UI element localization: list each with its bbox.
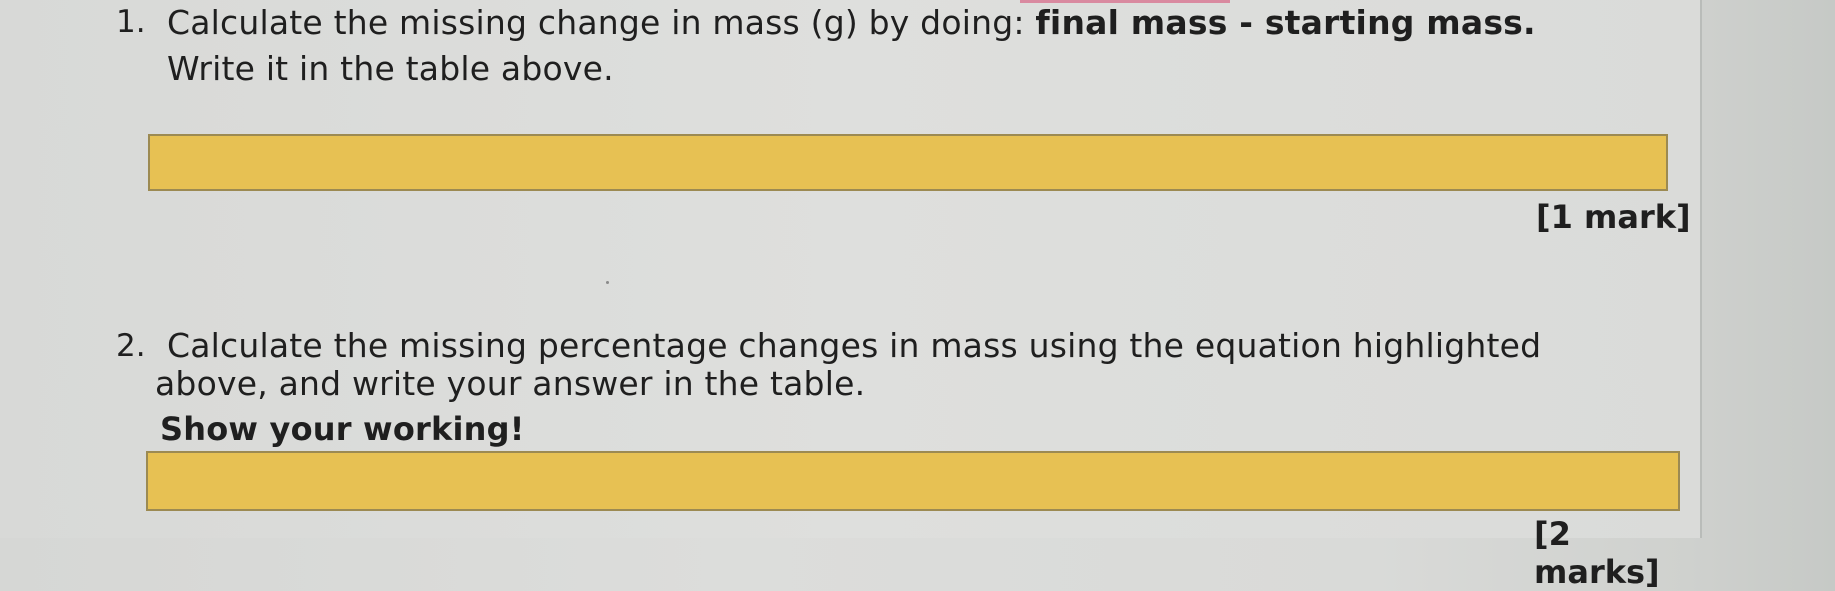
question-2-show-working: Show your working! [160,410,525,448]
question-1-formula: final mass - starting mass. [1035,3,1536,42]
question-1-number: 1. [116,4,146,40]
question-2-text-line1: Calculate the missing percentage changes in mass using the equation highlighted [167,326,1542,365]
question-2-number: 2. [116,328,146,364]
question-2-answer-box[interactable] [146,451,1680,511]
question-2-text-line2: above, and write your answer in the table. [155,364,866,403]
question-1-marks: [1 mark] [1536,198,1691,236]
question-2-marks: [2 marks] [1534,515,1660,591]
question-1-instruction: Calculate the missing change in mass (g) by doing: [167,3,1036,42]
question-1-text [167,2,1536,44]
question-1-subtext: Write it in the table above. [167,49,614,88]
question-1-answer-box[interactable] [148,134,1668,191]
paper-speck [606,281,609,284]
